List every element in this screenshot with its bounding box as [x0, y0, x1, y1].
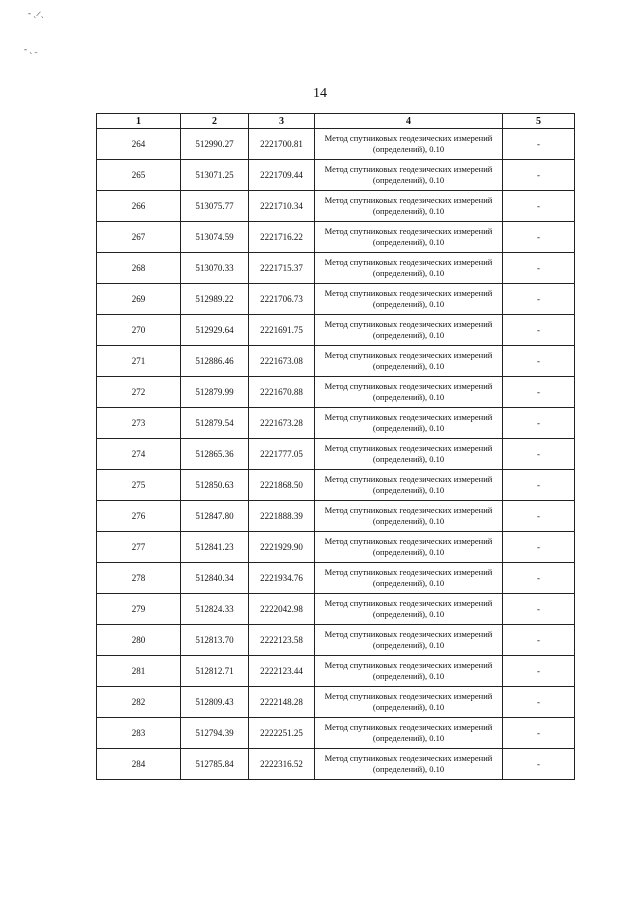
y-coordinate-cell: 2222316.52	[249, 749, 315, 780]
table-row	[97, 625, 575, 656]
table-row	[97, 470, 575, 501]
x-coordinate-cell: 512813.70	[181, 625, 249, 656]
y-coordinate-cell: 2221888.39	[249, 501, 315, 532]
method-cell: Метод спутниковых геодезических измерений (определений), 0.10	[315, 129, 503, 160]
table-header-row	[97, 114, 575, 129]
x-coordinate-cell: 512847.80	[181, 501, 249, 532]
y-coordinate-cell: 2222123.58	[249, 625, 315, 656]
method-cell: Метод спутниковых геодезических измерений (определений), 0.10	[315, 470, 503, 501]
point-number-cell: 282	[97, 687, 181, 718]
note-cell: -	[503, 749, 575, 780]
table-row	[97, 749, 575, 780]
y-coordinate-cell: 2221700.81	[249, 129, 315, 160]
x-coordinate-cell: 513074.59	[181, 222, 249, 253]
y-coordinate-cell: 2221710.34	[249, 191, 315, 222]
table-row	[97, 253, 575, 284]
note-cell: -	[503, 470, 575, 501]
point-number-cell: 270	[97, 315, 181, 346]
method-cell: Метод спутниковых геодезических измерений (определений), 0.10	[315, 625, 503, 656]
method-cell: Метод спутниковых геодезических измерений (определений), 0.10	[315, 346, 503, 377]
method-cell: Метод спутниковых геодезических измерений (определений), 0.10	[315, 222, 503, 253]
table-row	[97, 656, 575, 687]
table-row	[97, 439, 575, 470]
note-cell: -	[503, 315, 575, 346]
note-cell: -	[503, 439, 575, 470]
y-coordinate-cell: 2221777.05	[249, 439, 315, 470]
point-number-cell: 274	[97, 439, 181, 470]
y-coordinate-cell: 2221691.75	[249, 315, 315, 346]
x-coordinate-cell: 512840.34	[181, 563, 249, 594]
method-cell: Метод спутниковых геодезических измерений (определений), 0.10	[315, 501, 503, 532]
point-number-cell: 264	[97, 129, 181, 160]
y-coordinate-cell: 2221715.37	[249, 253, 315, 284]
point-number-cell: 271	[97, 346, 181, 377]
y-coordinate-cell: 2222251.25	[249, 718, 315, 749]
note-cell: -	[503, 377, 575, 408]
y-coordinate-cell: 2221673.08	[249, 346, 315, 377]
x-coordinate-cell: 512794.39	[181, 718, 249, 749]
x-coordinate-cell: 512850.63	[181, 470, 249, 501]
note-cell: -	[503, 284, 575, 315]
x-coordinate-cell: 512865.36	[181, 439, 249, 470]
method-cell: Метод спутниковых геодезических измерений (определений), 0.10	[315, 315, 503, 346]
table-row	[97, 222, 575, 253]
x-coordinate-cell: 512886.46	[181, 346, 249, 377]
method-cell: Метод спутниковых геодезических измерений (определений), 0.10	[315, 594, 503, 625]
note-cell: -	[503, 687, 575, 718]
point-number-cell: 272	[97, 377, 181, 408]
note-cell: -	[503, 625, 575, 656]
column-header: 5	[503, 114, 575, 129]
table-row	[97, 284, 575, 315]
point-number-cell: 278	[97, 563, 181, 594]
method-cell: Метод спутниковых геодезических измерений (определений), 0.10	[315, 656, 503, 687]
column-header: 3	[249, 114, 315, 129]
method-cell: Метод спутниковых геодезических измерений (определений), 0.10	[315, 532, 503, 563]
y-coordinate-cell: 2221706.73	[249, 284, 315, 315]
point-number-cell: 284	[97, 749, 181, 780]
table-row	[97, 191, 575, 222]
method-cell: Метод спутниковых геодезических измерений (определений), 0.10	[315, 284, 503, 315]
point-number-cell: 269	[97, 284, 181, 315]
table-row	[97, 563, 575, 594]
y-coordinate-cell: 2221934.76	[249, 563, 315, 594]
method-cell: Метод спутниковых геодезических измерений (определений), 0.10	[315, 687, 503, 718]
y-coordinate-cell: 2221673.28	[249, 408, 315, 439]
x-coordinate-cell: 512824.33	[181, 594, 249, 625]
x-coordinate-cell: 513070.33	[181, 253, 249, 284]
note-cell: -	[503, 191, 575, 222]
point-number-cell: 276	[97, 501, 181, 532]
table-row	[97, 594, 575, 625]
point-number-cell: 281	[97, 656, 181, 687]
x-coordinate-cell: 512809.43	[181, 687, 249, 718]
y-coordinate-cell: 2222123.44	[249, 656, 315, 687]
point-number-cell: 273	[97, 408, 181, 439]
table-row	[97, 129, 575, 160]
table-body	[97, 129, 575, 780]
note-cell: -	[503, 129, 575, 160]
point-number-cell: 283	[97, 718, 181, 749]
table-row	[97, 160, 575, 191]
column-header: 2	[181, 114, 249, 129]
point-number-cell: 268	[97, 253, 181, 284]
point-number-cell: 267	[97, 222, 181, 253]
point-number-cell: 275	[97, 470, 181, 501]
x-coordinate-cell: 513075.77	[181, 191, 249, 222]
table-row	[97, 687, 575, 718]
y-coordinate-cell: 2221670.88	[249, 377, 315, 408]
x-coordinate-cell: 512785.84	[181, 749, 249, 780]
table-row	[97, 408, 575, 439]
page-number: 14	[313, 86, 327, 101]
x-coordinate-cell: 513071.25	[181, 160, 249, 191]
note-cell: -	[503, 656, 575, 687]
point-number-cell: 265	[97, 160, 181, 191]
x-coordinate-cell: 512879.99	[181, 377, 249, 408]
x-coordinate-cell: 512812.71	[181, 656, 249, 687]
note-cell: -	[503, 594, 575, 625]
note-cell: -	[503, 408, 575, 439]
method-cell: Метод спутниковых геодезических измерений (определений), 0.10	[315, 749, 503, 780]
method-cell: Метод спутниковых геодезических измерений (определений), 0.10	[315, 160, 503, 191]
coordinates-table	[96, 113, 575, 780]
y-coordinate-cell: 2221929.90	[249, 532, 315, 563]
table-row	[97, 532, 575, 563]
note-cell: -	[503, 253, 575, 284]
method-cell: Метод спутниковых геодезических измерений (определений), 0.10	[315, 408, 503, 439]
y-coordinate-cell: 2221716.22	[249, 222, 315, 253]
scan-artifact: ‐ ˏ ̷ ˎ	[28, 8, 44, 18]
table-row	[97, 718, 575, 749]
y-coordinate-cell: 2222148.28	[249, 687, 315, 718]
note-cell: -	[503, 532, 575, 563]
x-coordinate-cell: 512929.64	[181, 315, 249, 346]
note-cell: -	[503, 563, 575, 594]
table-row	[97, 377, 575, 408]
method-cell: Метод спутниковых геодезических измерений (определений), 0.10	[315, 253, 503, 284]
method-cell: Метод спутниковых геодезических измерений (определений), 0.10	[315, 563, 503, 594]
note-cell: -	[503, 346, 575, 377]
method-cell: Метод спутниковых геодезических измерений (определений), 0.10	[315, 377, 503, 408]
x-coordinate-cell: 512879.54	[181, 408, 249, 439]
table-row	[97, 346, 575, 377]
x-coordinate-cell: 512989.22	[181, 284, 249, 315]
point-number-cell: 280	[97, 625, 181, 656]
scan-artifact: ‐ ˏ ˍ	[24, 44, 38, 54]
x-coordinate-cell: 512841.23	[181, 532, 249, 563]
x-coordinate-cell: 512990.27	[181, 129, 249, 160]
y-coordinate-cell: 2221709.44	[249, 160, 315, 191]
point-number-cell: 266	[97, 191, 181, 222]
method-cell: Метод спутниковых геодезических измерений (определений), 0.10	[315, 439, 503, 470]
point-number-cell: 279	[97, 594, 181, 625]
note-cell: -	[503, 501, 575, 532]
y-coordinate-cell: 2221868.50	[249, 470, 315, 501]
method-cell: Метод спутниковых геодезических измерений (определений), 0.10	[315, 191, 503, 222]
y-coordinate-cell: 2222042.98	[249, 594, 315, 625]
column-header: 4	[315, 114, 503, 129]
column-header: 1	[97, 114, 181, 129]
method-cell: Метод спутниковых геодезических измерений (определений), 0.10	[315, 718, 503, 749]
note-cell: -	[503, 718, 575, 749]
table-row	[97, 501, 575, 532]
note-cell: -	[503, 222, 575, 253]
table-row	[97, 315, 575, 346]
point-number-cell: 277	[97, 532, 181, 563]
note-cell: -	[503, 160, 575, 191]
